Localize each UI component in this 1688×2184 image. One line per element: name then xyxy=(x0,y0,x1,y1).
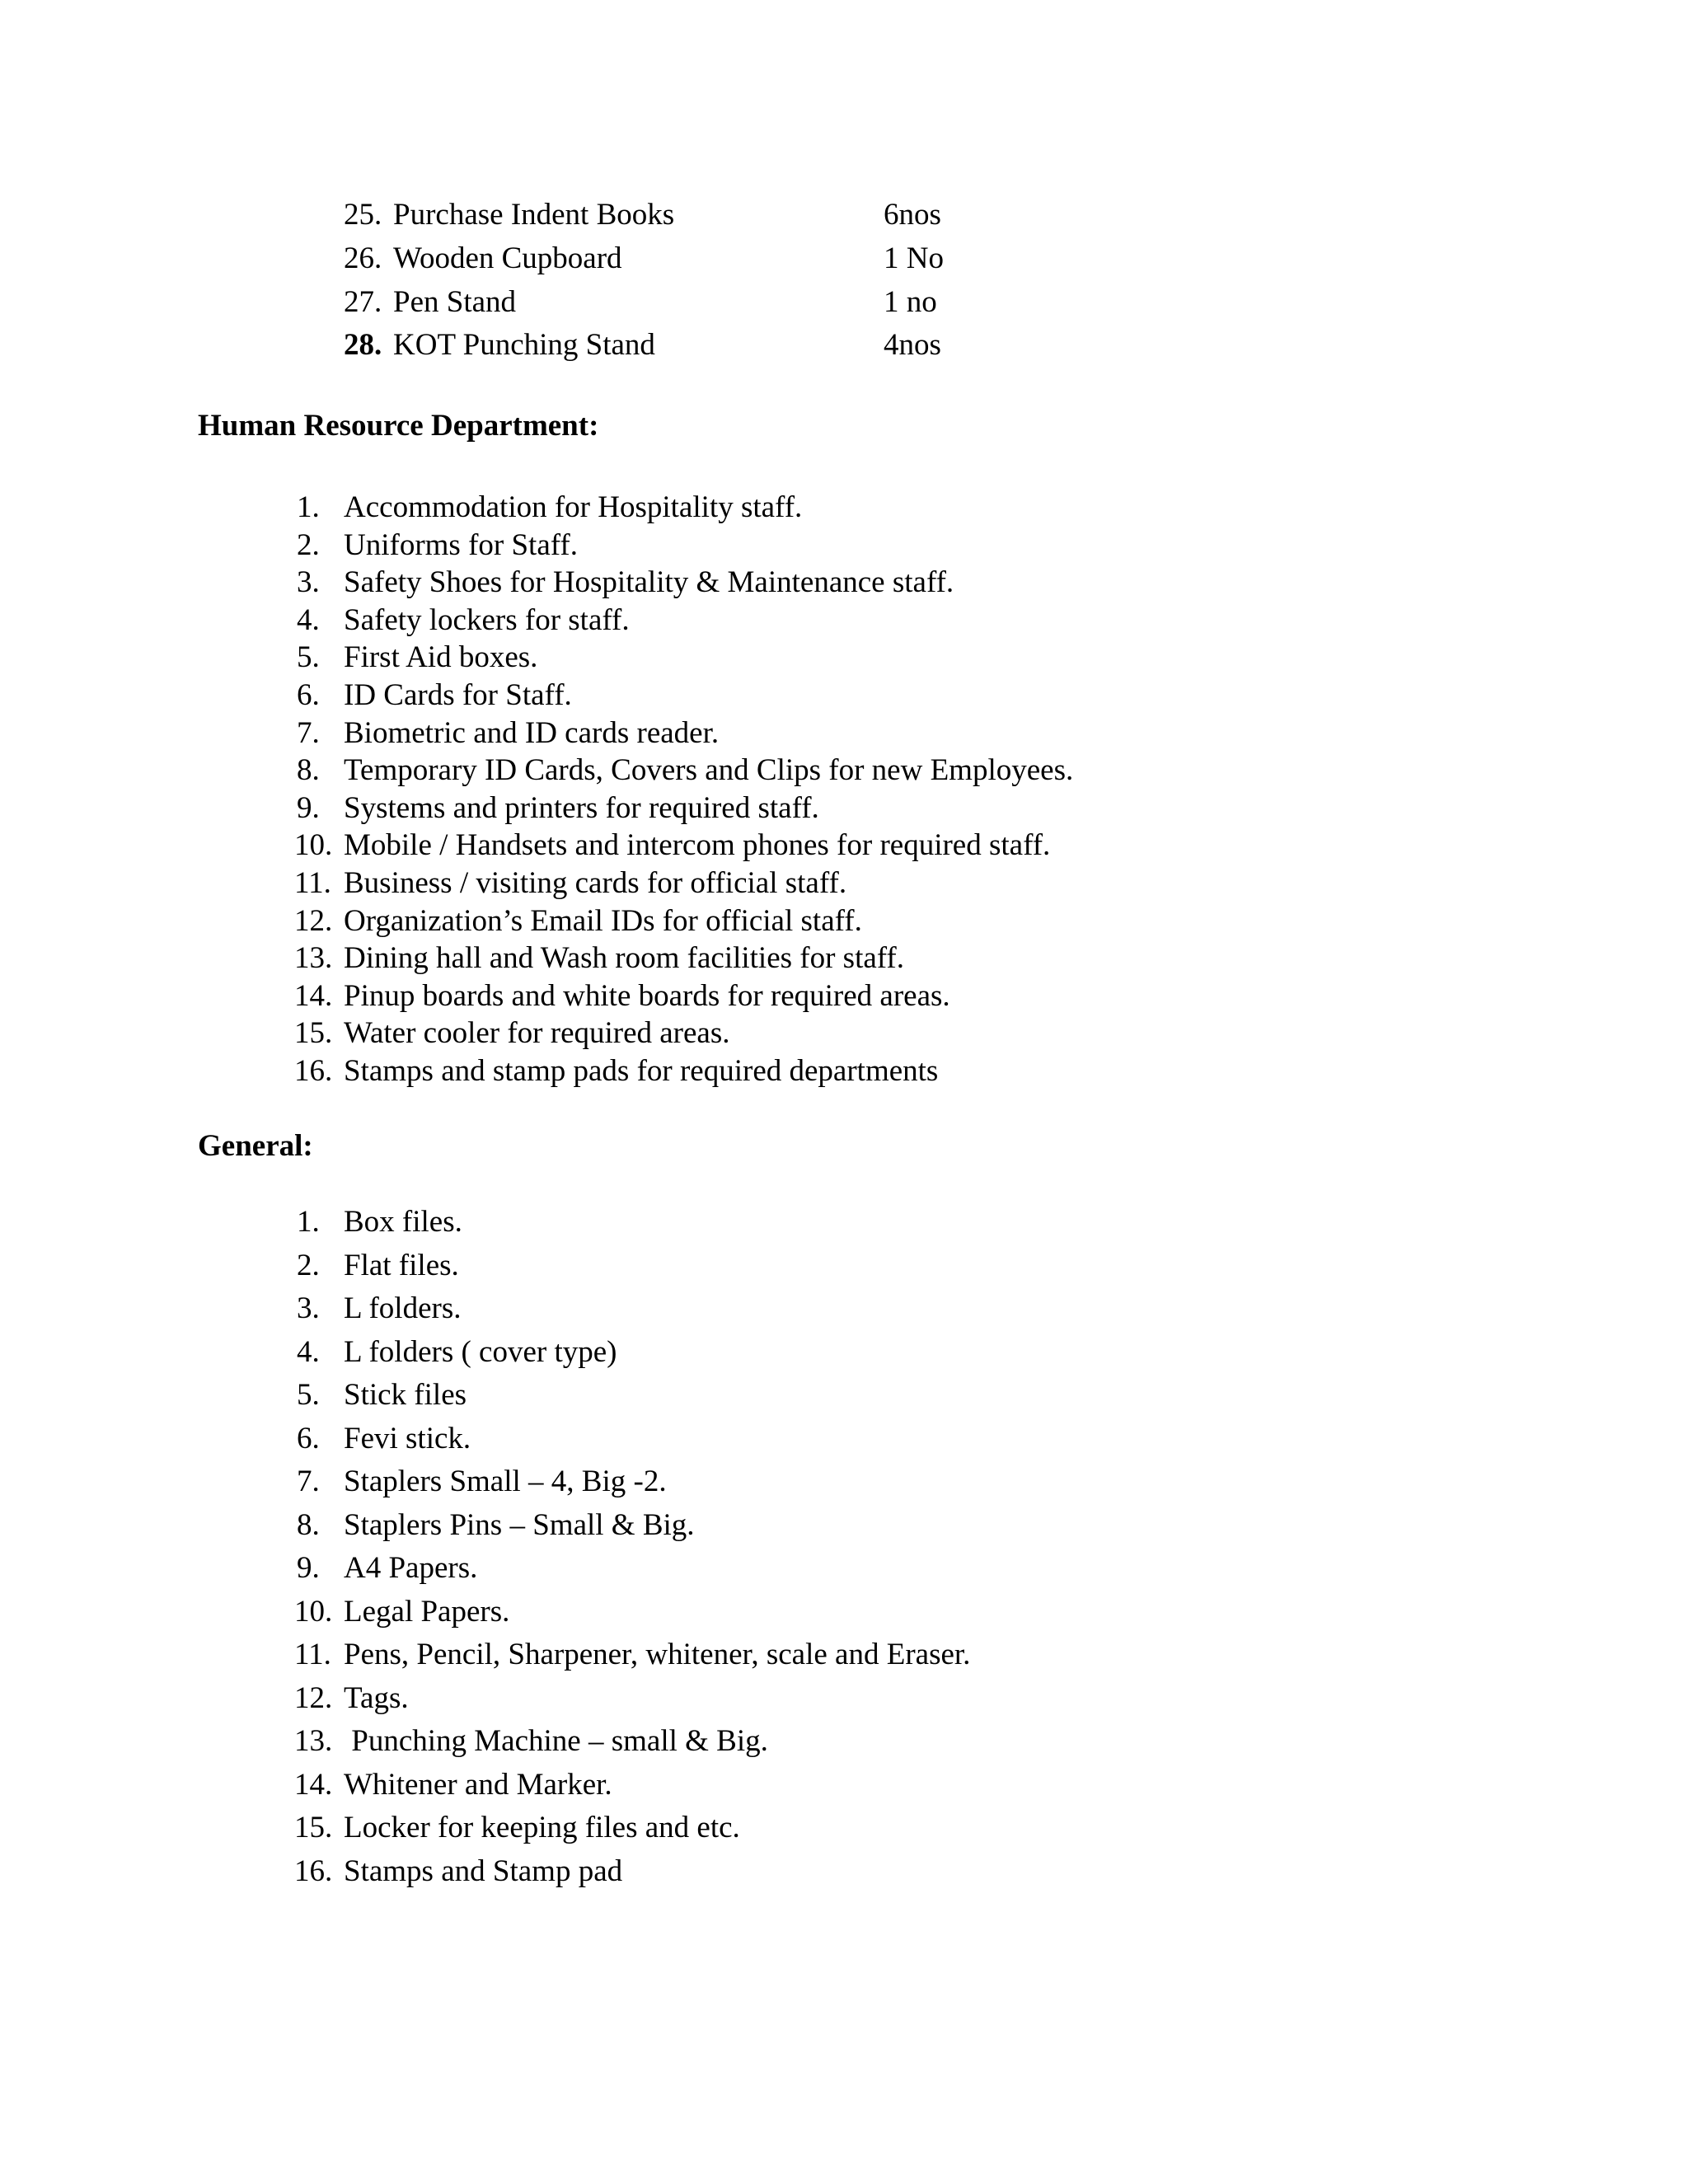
item-number: 15. xyxy=(294,1016,333,1050)
item-number: 7. xyxy=(297,1465,320,1498)
item-text: Accommodation for Hospitality staff. xyxy=(344,490,803,524)
item-text: Safety Shoes for Hospitality & Maintenance staff. xyxy=(344,565,954,599)
item-text: First Aid boxes. xyxy=(344,640,538,674)
item-text: Safety lockers for staff. xyxy=(344,603,630,637)
item-text: Business / visiting cards for official staff. xyxy=(344,866,847,900)
item-text: Fevi stick. xyxy=(344,1422,471,1455)
item-text: Punching Machine – small & Big. xyxy=(344,1724,768,1758)
item-text: Flat files. xyxy=(344,1249,459,1282)
item-number: 1. xyxy=(297,1205,320,1239)
item-number: 3. xyxy=(297,1291,320,1325)
item-quantity: 4nos xyxy=(884,328,941,362)
item-name: KOT Punching Stand xyxy=(393,328,655,362)
item-number: 4. xyxy=(297,1335,320,1369)
item-number: 9. xyxy=(297,1551,320,1585)
general-section-heading: General: xyxy=(198,1129,313,1163)
item-number: 11. xyxy=(294,1638,331,1671)
item-text: Whitener and Marker. xyxy=(344,1768,612,1802)
item-number: 26. xyxy=(344,241,382,275)
item-number: 25. xyxy=(344,198,382,232)
item-text: Mobile / Handsets and intercom phones for required staff. xyxy=(344,828,1051,862)
item-text: L folders. xyxy=(344,1291,462,1325)
item-number: 1. xyxy=(297,490,320,524)
item-text: Legal Papers. xyxy=(344,1595,510,1629)
item-text: Tags. xyxy=(344,1681,409,1715)
item-number: 6. xyxy=(297,1422,320,1455)
item-text: Organization’s Email IDs for official staff. xyxy=(344,904,862,938)
item-number: 10. xyxy=(294,828,333,862)
item-number: 7. xyxy=(297,716,320,750)
item-text: Staplers Pins – Small & Big. xyxy=(344,1508,695,1542)
item-text: Box files. xyxy=(344,1205,462,1239)
item-text: Stamps and stamp pads for required departments xyxy=(344,1054,939,1088)
item-text: ID Cards for Staff. xyxy=(344,678,572,712)
hr-section-heading: Human Resource Department: xyxy=(198,409,599,443)
item-text: L folders ( cover type) xyxy=(344,1335,617,1369)
item-text: Stick files xyxy=(344,1378,467,1412)
item-text: Uniforms for Staff. xyxy=(344,528,578,562)
item-text: Water cooler for required areas. xyxy=(344,1016,730,1050)
item-text: Stamps and Stamp pad xyxy=(344,1854,623,1888)
item-text: Temporary ID Cards, Covers and Clips for new Employees. xyxy=(344,753,1074,787)
item-number: 2. xyxy=(297,528,320,562)
item-text: Staplers Small – 4, Big -2. xyxy=(344,1465,667,1498)
item-name: Purchase Indent Books xyxy=(393,198,675,232)
item-number: 11. xyxy=(294,866,331,900)
item-number: 14. xyxy=(294,979,333,1013)
item-number: 16. xyxy=(294,1854,333,1888)
item-quantity: 6nos xyxy=(884,198,941,232)
item-number: 14. xyxy=(294,1768,333,1802)
item-number: 12. xyxy=(294,1681,333,1715)
item-number: 13. xyxy=(294,1724,333,1758)
item-text: Pinup boards and white boards for required areas. xyxy=(344,979,950,1013)
item-number: 28. xyxy=(344,328,382,362)
item-quantity: 1 No xyxy=(884,241,944,275)
item-number: 8. xyxy=(297,753,320,787)
item-number: 6. xyxy=(297,678,320,712)
item-number: 13. xyxy=(294,941,333,975)
item-text: Systems and printers for required staff. xyxy=(344,791,819,825)
item-number: 5. xyxy=(297,640,320,674)
item-number: 15. xyxy=(294,1811,333,1844)
item-name: Wooden Cupboard xyxy=(393,241,622,275)
item-text: A4 Papers. xyxy=(344,1551,478,1585)
item-text: Biometric and ID cards reader. xyxy=(344,716,720,750)
item-number: 27. xyxy=(344,285,382,319)
item-number: 12. xyxy=(294,904,333,938)
item-text: Locker for keeping files and etc. xyxy=(344,1811,740,1844)
item-name: Pen Stand xyxy=(393,285,517,319)
item-text: Dining hall and Wash room facilities for staff. xyxy=(344,941,905,975)
item-number: 4. xyxy=(297,603,320,637)
item-number: 5. xyxy=(297,1378,320,1412)
item-number: 3. xyxy=(297,565,320,599)
item-number: 8. xyxy=(297,1508,320,1542)
item-text: Pens, Pencil, Sharpener, whitener, scale and Eraser. xyxy=(344,1638,971,1671)
item-number: 10. xyxy=(294,1595,333,1629)
item-number: 9. xyxy=(297,791,320,825)
item-quantity: 1 no xyxy=(884,285,937,319)
item-number: 2. xyxy=(297,1249,320,1282)
item-number: 16. xyxy=(294,1054,333,1088)
